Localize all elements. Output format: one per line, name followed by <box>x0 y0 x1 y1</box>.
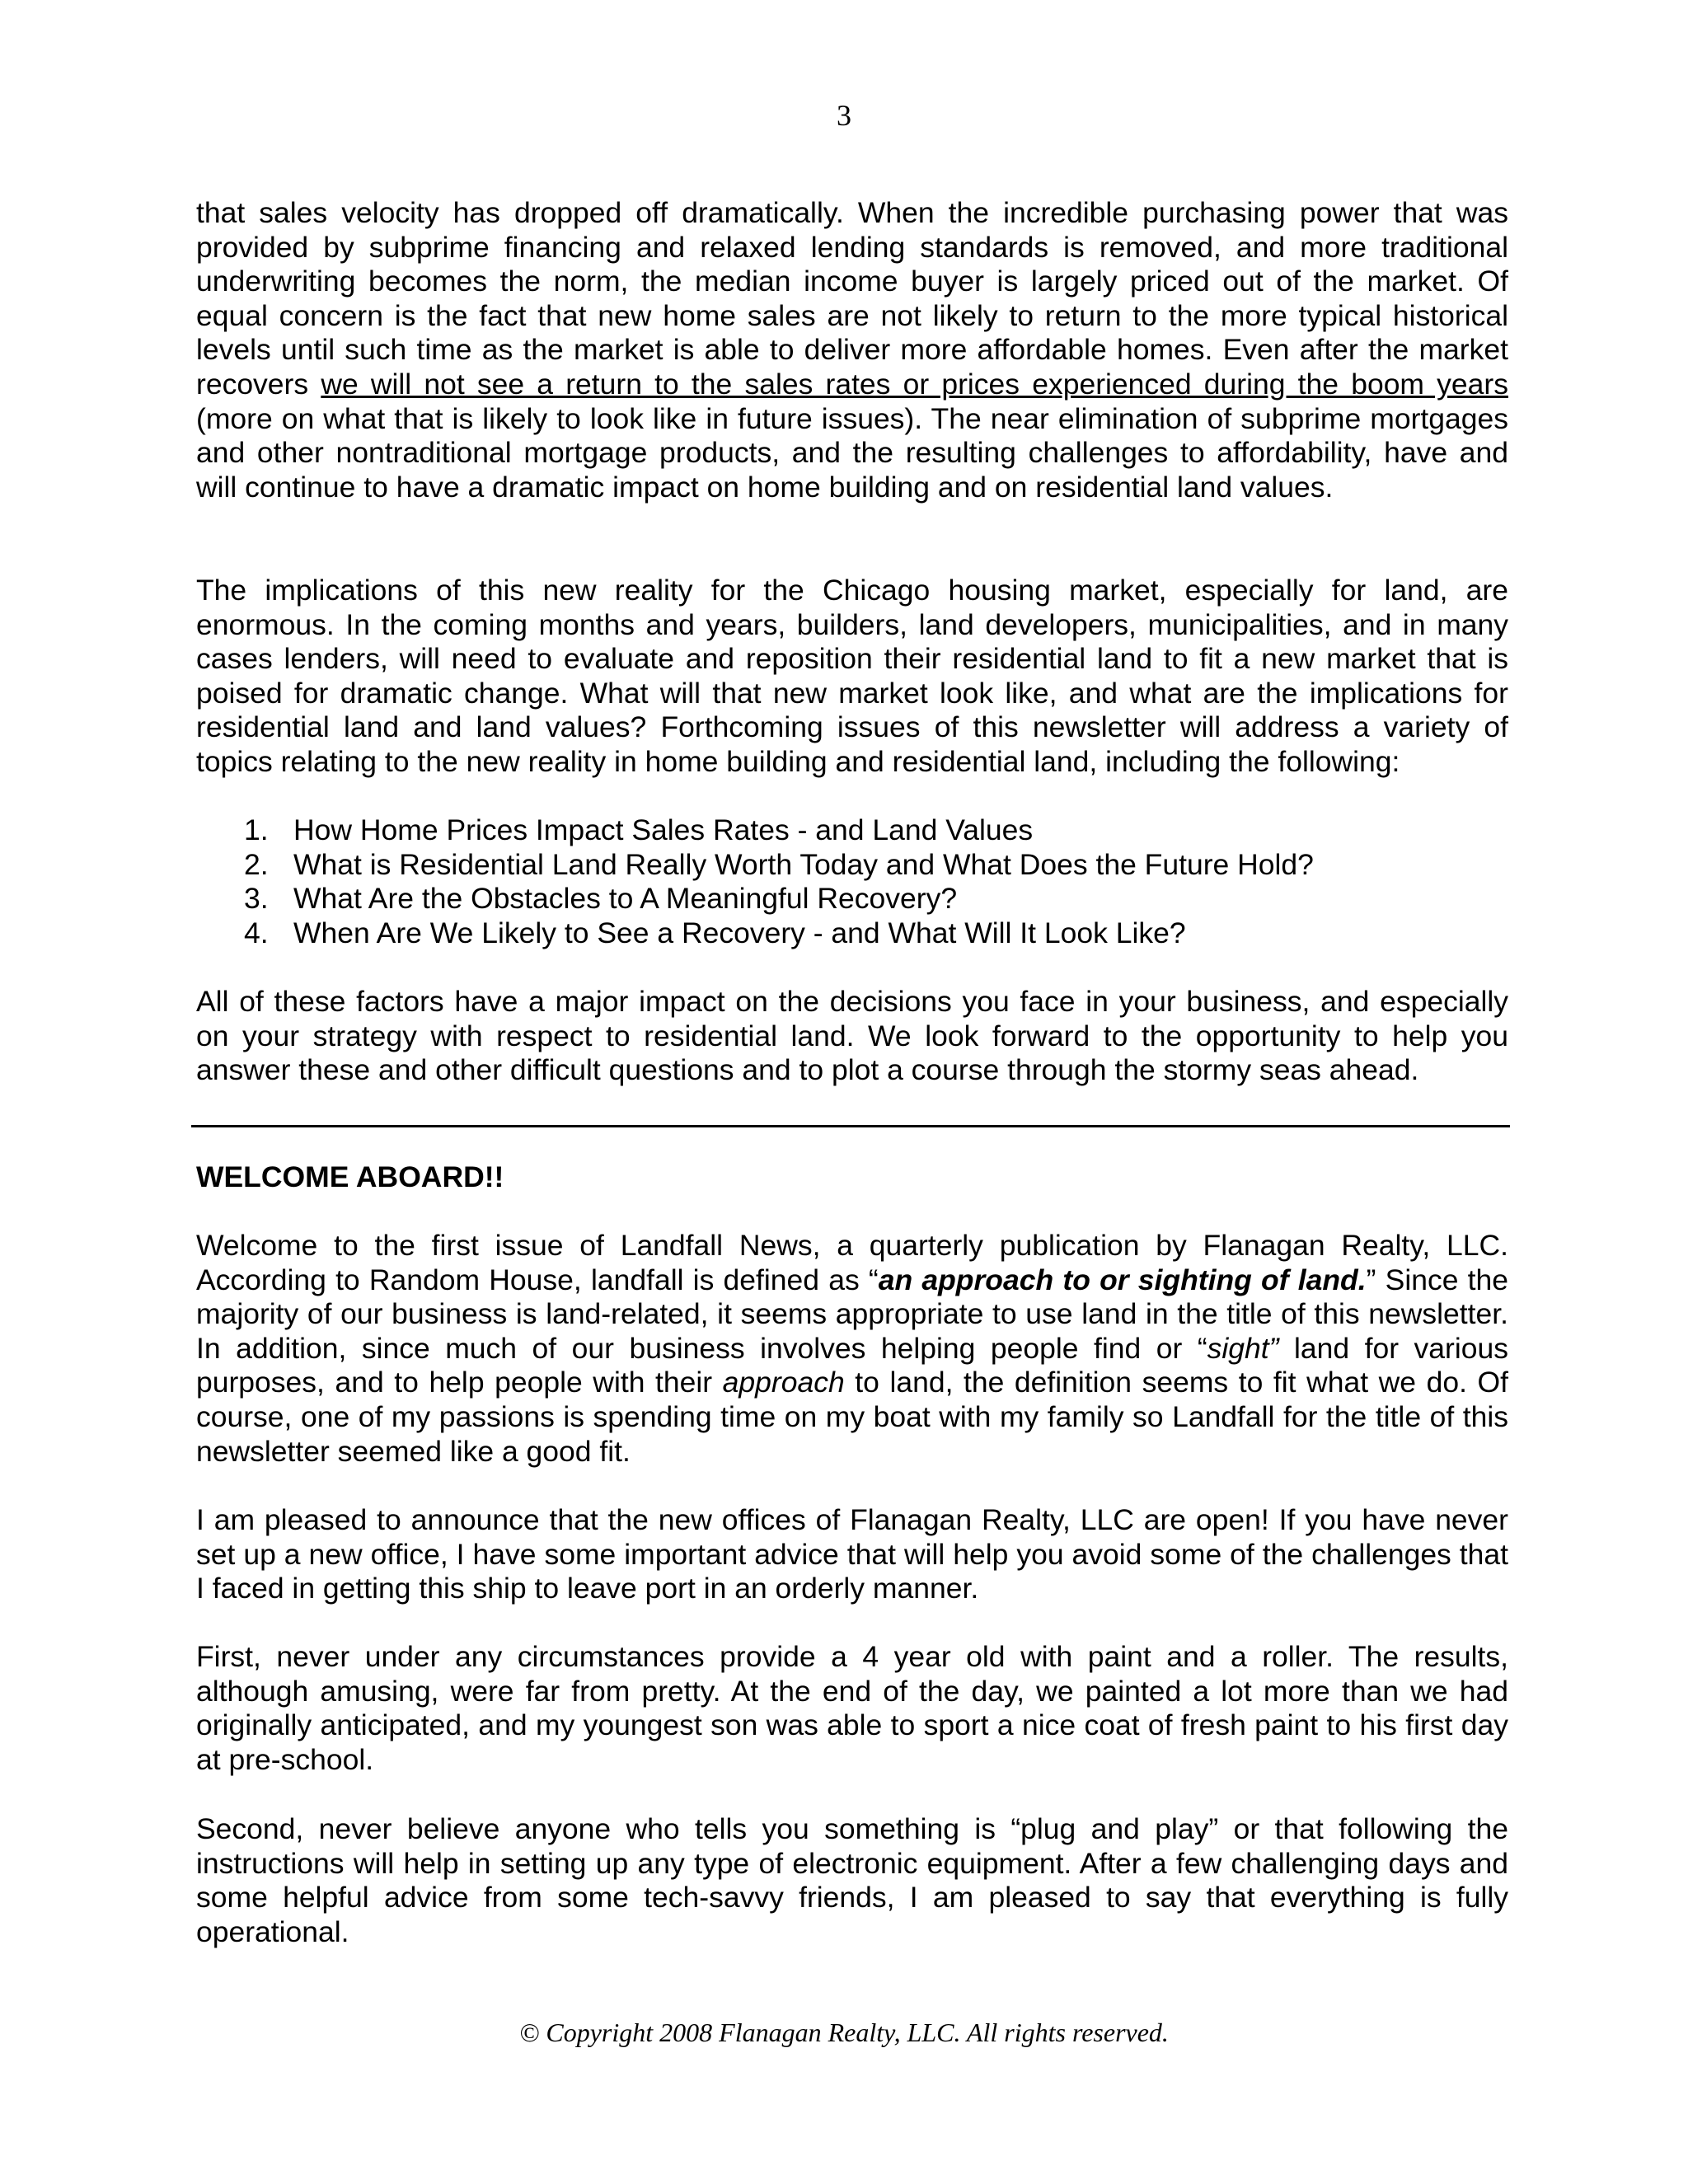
emphasis-approach: approach <box>722 1366 845 1399</box>
article-paragraph-1 <box>196 196 1508 504</box>
welcome-paragraph-1 <box>196 1229 1508 1469</box>
list-text: What Are the Obstacles to A Meaningful Recovery? <box>293 882 958 916</box>
emphasis-sight: sight” <box>1207 1331 1279 1365</box>
list-number: 1. <box>244 813 269 846</box>
welcome-paragraph-4: Second, never believe anyone who tells you something is “plug and play” or that following the instructions will help in setting up any type of electronic equipment. After a few challenging days and some helpful advice from some tech-savvy friends, I am pleased to say that everything is fully operational. <box>196 1812 1508 1948</box>
list-item <box>244 848 1480 883</box>
section-divider <box>191 1125 1510 1127</box>
list-number: 3. <box>244 882 269 916</box>
article-paragraph-2: The implications of this new reality for the Chicago housing market, especially for land, are enormous. In the coming months and years, builders, land developers, municipalities, and in many cases lenders, will need to evaluate and reposition their residential land to fit a new market that is poised for dramatic change. What will that new market look like, and what are the implications for residential land and land values? Forthcoming issues of this newsletter will address a variety of topics relating to the new reality in home building and residential land, including the following: <box>196 574 1508 778</box>
paragraph-text: (more on what that is likely to look like in future issues). The near elimination of subprime mortgages and other nontraditional mortgage products, and the resulting challenges to affordability, have and will continue to have a dramatic impact on home building and on residential land values. <box>196 401 1508 504</box>
paragraph-text: land for various purposes, and to help people with their <box>196 1331 1508 1399</box>
article-paragraph-3: All of these factors have a major impact on the decisions you face in your business, and especially on your strategy with respect to residential land. We look forward to the opportunity to help you answer these and other difficult questions and to plot a course through the stormy seas ahead. <box>196 985 1508 1087</box>
paragraph-text: that sales velocity has dropped off dramatically. When the incredible purchasing power that was provided by subprime financing and relaxed lending standards is removed, and more traditional underwriting becomes the norm, the median income buyer is largely priced out of the market. Of equal concern is the fact that new home sales are not likely to return to the more typical historical levels until such time as the market is able to deliver more affordable homes. Even after the market recovers <box>196 196 1508 401</box>
list-text: When Are We Likely to See a Recovery - and What Will It Look Like? <box>293 916 1186 949</box>
welcome-paragraph-2: I am pleased to announce that the new offices of Flanagan Realty, LLC are open! If you have never set up a new office, I have some important advice that will help you avoid some of the challenges that I faced in getting this ship to leave port in an orderly manner. <box>196 1503 1508 1605</box>
list-item <box>244 916 1480 951</box>
list-item <box>244 882 1480 916</box>
list-number: 2. <box>244 847 269 881</box>
underlined-statement: we will not see a return to the sales rates or prices experienced during the boom years <box>321 367 1508 401</box>
topics-list <box>244 813 1480 950</box>
copyright-footer: © Copyright 2008 Flanagan Realty, LLC. All rights reserved. <box>519 2018 1169 2047</box>
list-number: 4. <box>244 916 269 949</box>
list-text: How Home Prices Impact Sales Rates - and Land Values <box>293 813 1034 846</box>
paragraph-text: ” Since the majority of our business is land-related, it seems appropriate to use land in the title of this newsletter. In addition, since much of our business involves helping people find or “ <box>196 1263 1509 1365</box>
welcome-paragraph-3: First, never under any circumstances provide a 4 year old with paint and a roller. The results, although amusing, were far from pretty. At the end of the day, we painted a lot more than we had originally anticipated, and my youngest son was able to sport a nice coat of fresh paint to his first day at pre-school. <box>196 1640 1508 1776</box>
paragraph-text: Welcome to the first issue of Landfall News, a quarterly publication by Flanagan Realty, LLC. According to Random House, landfall is defined as “ <box>196 1229 1508 1296</box>
page-number: 3 <box>837 99 851 132</box>
paragraph-text: to land, the definition seems to fit what we do. Of course, one of my passions is spending time on my boat with my family so Landfall for the title of this newsletter seemed like a good fit. <box>196 1366 1508 1468</box>
list-text: What is Residential Land Really Worth Today and What Does the Future Hold? <box>293 847 1314 881</box>
list-item <box>244 813 1480 848</box>
welcome-heading: WELCOME ABOARD!! <box>196 1160 504 1193</box>
landfall-definition: an approach to or sighting of land. <box>878 1263 1367 1296</box>
